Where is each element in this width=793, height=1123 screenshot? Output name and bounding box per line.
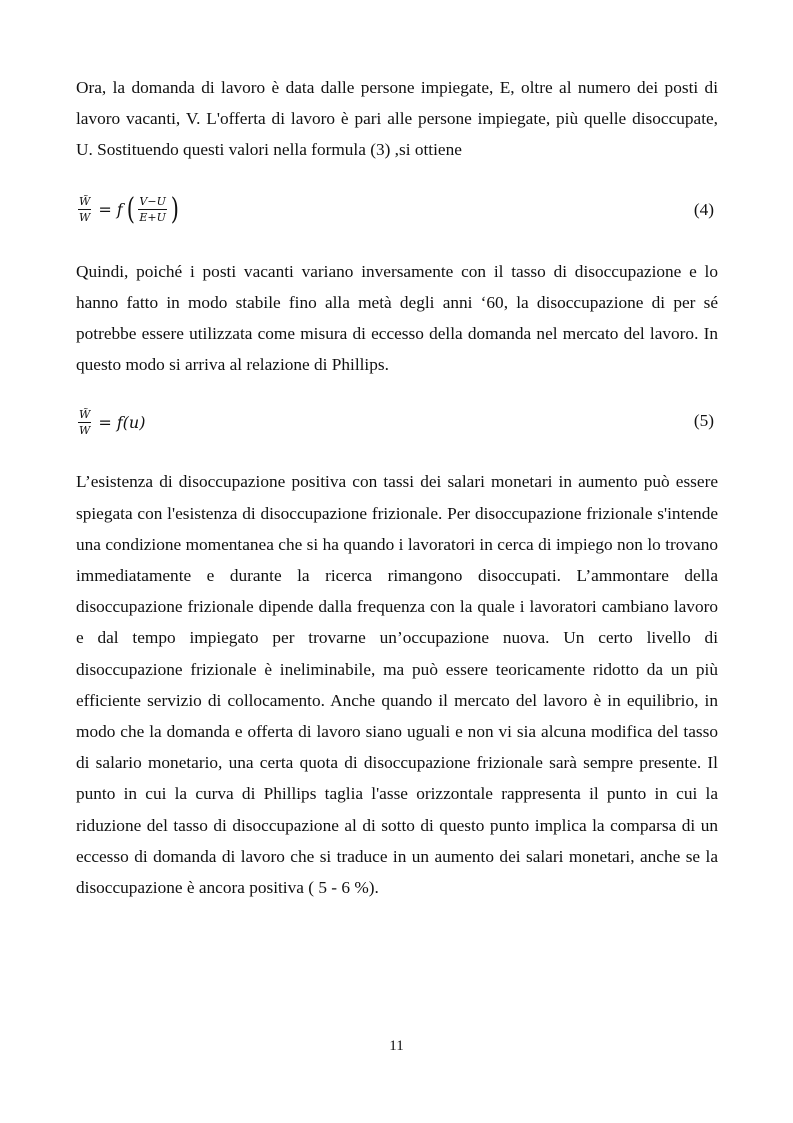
equation-4-paren-open: ( [126,191,135,227]
equation-4-function: f [116,200,123,220]
paragraph-frictional-unemployment: L’esistenza di disoccupazione positiva con tassi dei salari monetari in aumento può essere spiegata con l'esistenza di disoccupazione frizionale. Per disoccupazione frizionale s'intende una condizione momentanea che si ha quando i lavoratori in cerca di impiego non lo trovano immediatamente e durante la ricerca rimangono disoccupati. L’ammontare della disoccupazione frizionale dipende dalla frequenza con la quale i lavoratori cambiano lavoro e dal tempo impiegato per trovarne un’occupazione nuova. Un certo livello di disoccupazione frizionale è ineliminabile, ma può essere teoricamente ridotto da un più efficiente servizio di collocamento. Anche quando il mercato del lavoro è in equilibrio, in modo che la domanda e offerta di lavoro siano uguali e non vi sia alcuna modifica del tasso di salario monetario, una certa quota di disoccupazione frizionale sarà sempre presente. Il punto in cui la curva di Phillips taglia l'asse orizzontale rappresenta il punto in cui la riduzione del tasso di disoccupazione al di sotto di questo punto implica la comparsa di un eccesso di domanda di lavoro che si traduce in un aumento dei salari monetari, anche se la disoccupazione è ancora positiva ( 5 - 6 %). [76,472,718,898]
equation-5-lhs-numerator: W̃ [79,407,91,421]
equation-5-rhs: f(u) [116,412,146,432]
equation-5-math [76,404,145,440]
equation-4-inner-numerator: V−U [139,195,166,209]
equation-4-lhs-fraction [78,195,91,224]
equation-4-lhs-denominator: W [79,211,91,225]
equation-4-paren-close: ) [170,191,179,227]
equation-4-number: (4) [693,199,714,219]
paragraph-phillips-relation: Quindi, poiché i posti vacanti variano inversamente con il tasso di disoccupazione e lo hanno fatto in modo stabile fino alla metà degli anni ‘60, la disoccupazione di per sé potrebbe essere utilizzata come misura di eccesso della domanda nel mercato del lavoro. In questo modo si arriva al relazione di Phillips. [76,261,718,375]
equation-5-lhs-fraction [78,408,91,437]
equation-4-inner-fraction [138,195,167,224]
paragraph-labor-demand: Ora, la domanda di lavoro è data dalle persone impiegate, E, oltre al numero dei posti di lavoro vacanti, V. L'offerta di lavoro è pari alle persone impiegate, più quelle disoccupate, U. Sostituendo questi valori nella formula (3) ,si ottiene [76,78,718,160]
equation-5-number: (5) [693,411,714,431]
equation-5-lhs-denominator: W [79,423,91,437]
equation-4 [76,188,718,232]
equation-4-inner-denominator: E+U [139,211,166,225]
equation-5-equals: = [98,412,112,432]
equation-5 [76,404,718,440]
page-number: 11 [389,1038,404,1054]
equation-4-math [76,188,181,232]
equation-4-equals: = [98,200,112,220]
document-page [76,72,718,903]
equation-4-lhs-numerator: W̃ [79,195,91,209]
